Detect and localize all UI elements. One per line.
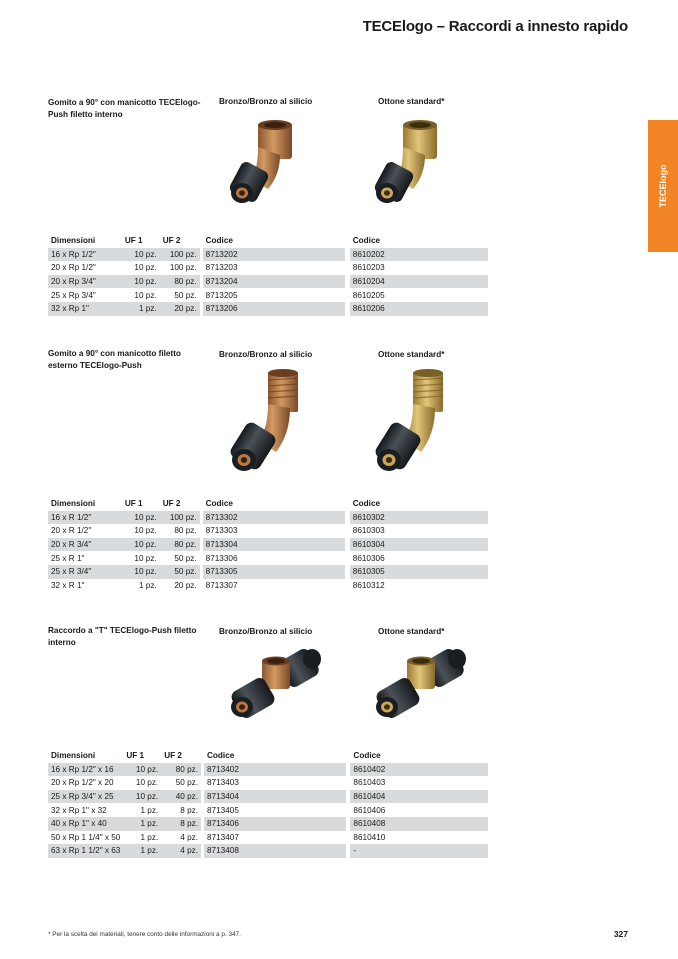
- col-code-bronze: Codice: [205, 499, 233, 509]
- section-elbow-female: [48, 97, 488, 327]
- table-row: 25 x Rp 3/4" 10 pz. 50 pz. 8713205 8610205: [51, 290, 385, 300]
- footnote: * Per la scelta dei materiali, tenere conto delle informazioni a p. 347.: [48, 931, 241, 938]
- table-row: 25 x R 1" 10 pz. 50 pz. 8713306 8610306: [51, 553, 385, 563]
- col-uf1: UF 1: [124, 499, 143, 509]
- col-code-brass: Codice: [353, 751, 381, 761]
- product-table: [48, 749, 488, 858]
- col-uf1: UF 1: [126, 751, 145, 761]
- elbow-male-bronze-image: [228, 368, 312, 480]
- material-heading-bronze: Bronzo/Bronzo al silicio: [219, 350, 313, 359]
- product-table: [48, 497, 488, 592]
- product-table: [48, 234, 488, 316]
- table-row: 32 x R 1" 1 pz. 20 pz. 8713307 8610312: [51, 580, 385, 590]
- table-row: 50 x Rp 1 1/4" x 50 1 pz. 4 pz. 8713407 8610410: [51, 832, 386, 842]
- section-title: Gomito a 90° con manicotto filetto esterno TECElogo-Push: [48, 349, 181, 370]
- col-uf2: UF 2: [164, 751, 182, 761]
- col-dimensions: Dimensioni: [51, 499, 96, 509]
- col-code-bronze: Codice: [205, 236, 233, 246]
- table-row: 20 x Rp 1/2" x 20 10 pz. 50 pz. 8713403 8610403: [51, 778, 386, 788]
- table-row: 40 x Rp 1" x 40 1 pz. 8 pz. 8713406 8610408: [48, 817, 488, 831]
- side-tab-label: TECElogo: [658, 164, 668, 208]
- table-row: 16 x R 1/2" 10 pz. 100 pz. 8713302 8610302: [48, 511, 488, 525]
- table-row: 16 x Rp 1/2" x 16 10 pz. 80 pz. 8713402 8610402: [48, 763, 488, 777]
- table-row: 16 x Rp 1/2" 10 pz. 100 pz. 8713202 8610202: [48, 248, 488, 262]
- material-heading-brass: Ottone standard*: [378, 97, 445, 106]
- material-heading-bronze: Bronzo/Bronzo al silicio: [219, 627, 313, 636]
- col-uf1: UF 1: [124, 236, 143, 246]
- col-code-brass: Codice: [352, 236, 381, 246]
- table-row: 20 x R 1/2" 10 pz. 80 pz. 8713303 8610303: [51, 526, 385, 536]
- tee-female-bronze-image: [228, 645, 324, 725]
- page-title: TECElogo – Raccordi a innesto rapido: [362, 18, 628, 35]
- material-heading-bronze: Bronzo/Bronzo al silicio: [219, 97, 313, 106]
- section-title: Gomito a 90° con manicotto TECElogo-Push filetto interno: [48, 98, 201, 119]
- table-row: 32 x Rp 1" x 32 1 pz. 8 pz. 8713405 8610406: [51, 805, 386, 815]
- page-number: 327: [613, 929, 628, 939]
- tee-female-brass-image: [373, 645, 469, 725]
- col-uf2: UF 2: [162, 236, 181, 246]
- col-code-bronze: Codice: [207, 751, 235, 761]
- material-heading-brass: Ottone standard*: [378, 350, 445, 359]
- col-dimensions: Dimensioni: [51, 236, 96, 246]
- table-row: 20 x Rp 1/2" 10 pz. 100 pz. 8713203 8610203: [51, 263, 385, 273]
- table-row: 25 x R 3/4" 10 pz. 50 pz. 8713305 8610305: [48, 565, 488, 579]
- elbow-female-bronze-image: [228, 117, 308, 209]
- section-tee-female: [48, 625, 488, 865]
- elbow-female-brass-image: [373, 117, 453, 209]
- elbow-male-brass-image: [373, 368, 457, 480]
- table-row: 20 x Rp 3/4" 10 pz. 80 pz. 8713204 8610204: [48, 275, 488, 289]
- table-row: 25 x Rp 3/4" x 25 10 pz. 40 pz. 8713404 8610404: [48, 790, 488, 804]
- table-row: 32 x Rp 1" 1 pz. 20 pz. 8713206 8610206: [48, 302, 488, 316]
- table-row: 20 x R 3/4" 10 pz. 80 pz. 8713304 8610304: [48, 538, 488, 552]
- material-heading-brass: Ottone standard*: [378, 627, 445, 636]
- section-elbow-male: [48, 348, 488, 598]
- col-dimensions: Dimensioni: [51, 751, 96, 761]
- col-uf2: UF 2: [162, 499, 181, 509]
- table-row: 63 x Rp 1 1/2" x 63 1 pz. 4 pz. 8713408 -: [48, 844, 488, 858]
- col-code-brass: Codice: [352, 499, 381, 509]
- section-title: Raccordo a "T" TECElogo-Push filetto interno: [48, 626, 197, 647]
- side-tab: [648, 120, 678, 252]
